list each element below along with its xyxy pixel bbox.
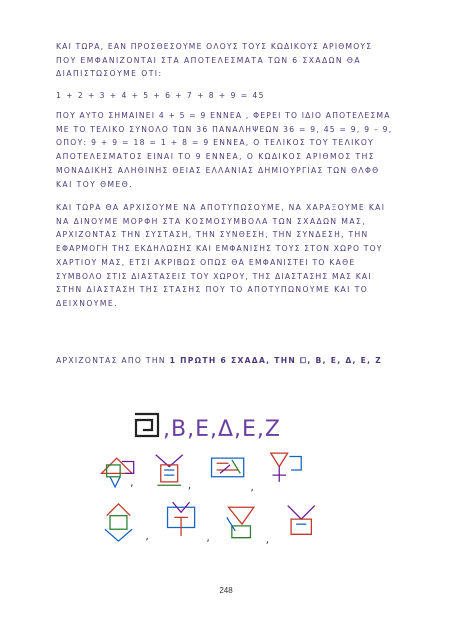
paragraph-3-line-6: ΣΥΜΒΟΛΟ ΣΤΙΣ ΔΙΑΣΤΑΣΕΙΣ ΤΟΥ ΧΩΡΟΥ, ΤΗΣ ΔΙΑΣΤΑΣΗΣ ΜΑΣ ΚΑΙ bbox=[56, 271, 372, 281]
separator-1: , bbox=[130, 478, 134, 490]
glyph-5 bbox=[105, 504, 132, 541]
paragraph-1-line-3: ΔΙΑΠΙΣΤΩΣΟΥΜΕ ΟΤΙ: bbox=[56, 69, 163, 79]
paragraph-3-line-5: ΧΑΡΤΙΟΥ ΜΑΣ, ΕΤΣΙ ΑΚΡΙΒΩΣ ΟΠΩΣ ΘΑ ΕΜΦΑΝΙΣΤΕΙ ΤΟ ΚΑΘΕ bbox=[56, 257, 356, 267]
section-heading bbox=[56, 356, 398, 366]
paragraph-2-line-3: ΟΠΟΥ: 9 + 9 = 18 = 1 + 8 = 9 ΕΝΝΕΑ, Ο ΤΕΛΙΚΟΣ ΤΟΥ ΤΕΛΙΚΟΥ bbox=[56, 138, 375, 148]
separator-3: , bbox=[250, 482, 254, 494]
glyph-6 bbox=[168, 502, 195, 536]
paragraph-3-line-1: ΚΑΙ ΤΩΡΑ ΘΑ ΑΡΧΙΣΟΥΜΕ ΝΑ ΑΠΟΤΥΠΩΣΟΥΜΕ, ΝΑ ΧΑΡΑΞΟΥΜΕ ΚΑΙ bbox=[56, 203, 386, 212]
glyph-3 bbox=[212, 458, 244, 477]
separator-2: , bbox=[187, 480, 192, 492]
page-number: 248 bbox=[219, 586, 233, 595]
paragraph-2-line-2: ΜΕ ΤΟ ΤΕΛΙΚΟ ΣΥΝΟΛΟ ΤΩΝ 36 ΠΑΝΑΛΗΨΕΩΝ 36 = 9, 45 = 9, 9 – 9, bbox=[56, 124, 393, 134]
glyph-4 bbox=[271, 453, 301, 482]
meander-symbol bbox=[136, 414, 158, 436]
paragraph-2-line-6: ΚΑΙ ΤΟΥ ΘΜΕΘ. bbox=[56, 179, 134, 189]
paragraph-1-line-1: ΚΑΙ ΤΩΡΑ, ΕΑΝ ΠΡΟΣΘΕΣΟΥΜΕ ΟΛΟΥΣ ΤΟΥΣ ΚΩΔΙΚΟΥΣ ΑΡΙΘΜΟΥΣ bbox=[56, 42, 373, 51]
separator-6: , bbox=[265, 534, 269, 546]
sum-equation: 1 + 2 + 3 + 4 + 5 + 6 + 7 + 8 + 9 = 45 bbox=[56, 91, 265, 100]
paragraph-3-line-4: ΕΦΑΡΜΟΓΗ ΤΗΣ ΕΚΔΗΛΩΣΗΣ ΚΑΙ ΕΜΦΑΝΙΣΗΣ ΤΟΥΣ ΣΤΟΝ ΧΩΡΟ ΤΟΥ bbox=[56, 244, 383, 254]
cosmosymbols-row bbox=[133, 410, 333, 442]
paragraph-3-line-7: ΣΤΗΝ ΔΙΑΣΤΑΣΗ ΤΗΣ ΣΤΑΣΗΣ ΠΟΥ ΤΟ ΑΠΟΤΥΠΩΝΟΥΜΕ ΚΑΙ ΤΟ bbox=[56, 285, 369, 295]
heading-prefix: ΑΡΧΙΖΟΝΤΑΣ ΑΠΟ ΤΗΝ bbox=[56, 356, 170, 365]
paragraph-2-line-1: ΠΟΥ ΑΥΤΟ ΣΗΜΑΙΝΕΙ 4 + 5 = 9 ΕΝΝΕΑ , ΦΕΡΕΙ ΤΟ ΙΔΙΟ ΑΠΟΤΕΛΕΣΜΑ bbox=[56, 111, 391, 120]
glyph-1 bbox=[102, 458, 134, 490]
paragraph-2-line-5: ΜΟΝΑΔΙΚΗΣ ΑΛΗΘΙΝΗΣ ΘΕΙΑΣ ΕΛΛΑΝΙΑΣ ΔΗΜΙΟΥΡΓΙΑΣ ΤΩΝ ΘΛΦΘ bbox=[56, 165, 380, 175]
glyph-7 bbox=[227, 507, 254, 537]
paragraph-3-line-8: ΔΕΙΧΝΟΥΜΕ. bbox=[56, 298, 118, 308]
separator-5: , bbox=[206, 533, 210, 545]
glyph-8 bbox=[288, 506, 315, 535]
glyph-2 bbox=[156, 455, 183, 485]
paragraph-2 bbox=[56, 109, 398, 191]
symbols-row-text: ,Β,Ε,Δ,Ε,Ζ bbox=[163, 417, 281, 442]
paragraph-3 bbox=[56, 201, 398, 311]
glyph-illustrations bbox=[56, 448, 406, 558]
equation bbox=[56, 89, 398, 103]
paragraph-2-line-4: ΑΠΟΤΕΛΕΣΜΑΤΟΣ ΕΙΝΑΙ ΤΟ 9 ΕΝΝΕΑ, Ο ΚΩΔΙΚΟΣ ΑΡΙΘΜΟΣ ΤΗΣ bbox=[56, 152, 376, 162]
paragraph-3-line-3: ΑΡΧΙΖΟΝΤΑΣ ΤΗΝ ΣΥΣΤΑΣΗ, ΤΗΝ ΣΥΝΘΕΣΗ, ΤΗΝ ΣΥΝΔΕΣΗ, ΤΗΝ bbox=[56, 230, 369, 240]
heading-bold: 1 ΠΡΩΤΗ 6 ΣΧΑΔΑ, ΤΗΝ ⧠, Β, Ε, Δ, Ε, Ζ bbox=[169, 356, 383, 365]
separator-4: , bbox=[145, 531, 149, 543]
paragraph-3-line-2: ΝΑ ΔΙΝΟΥΜΕ ΜΟΡΦΗ ΣΤΑ ΚΟΣΜΟΣΥΜΒΟΛΑ ΤΩΝ ΣΧΑΔΩΝ ΜΑΣ, bbox=[56, 216, 367, 226]
paragraph-1-line-2: ΠΟΥ ΕΜΦΑΝΙΖΟΝΤΑΙ ΣΤΑ ΑΠΟΤΕΛΕΣΜΑΤΑ ΤΩΝ 6 ΣΧΑΔΩΝ ΘΑ bbox=[56, 55, 361, 65]
paragraph-1 bbox=[56, 40, 398, 81]
